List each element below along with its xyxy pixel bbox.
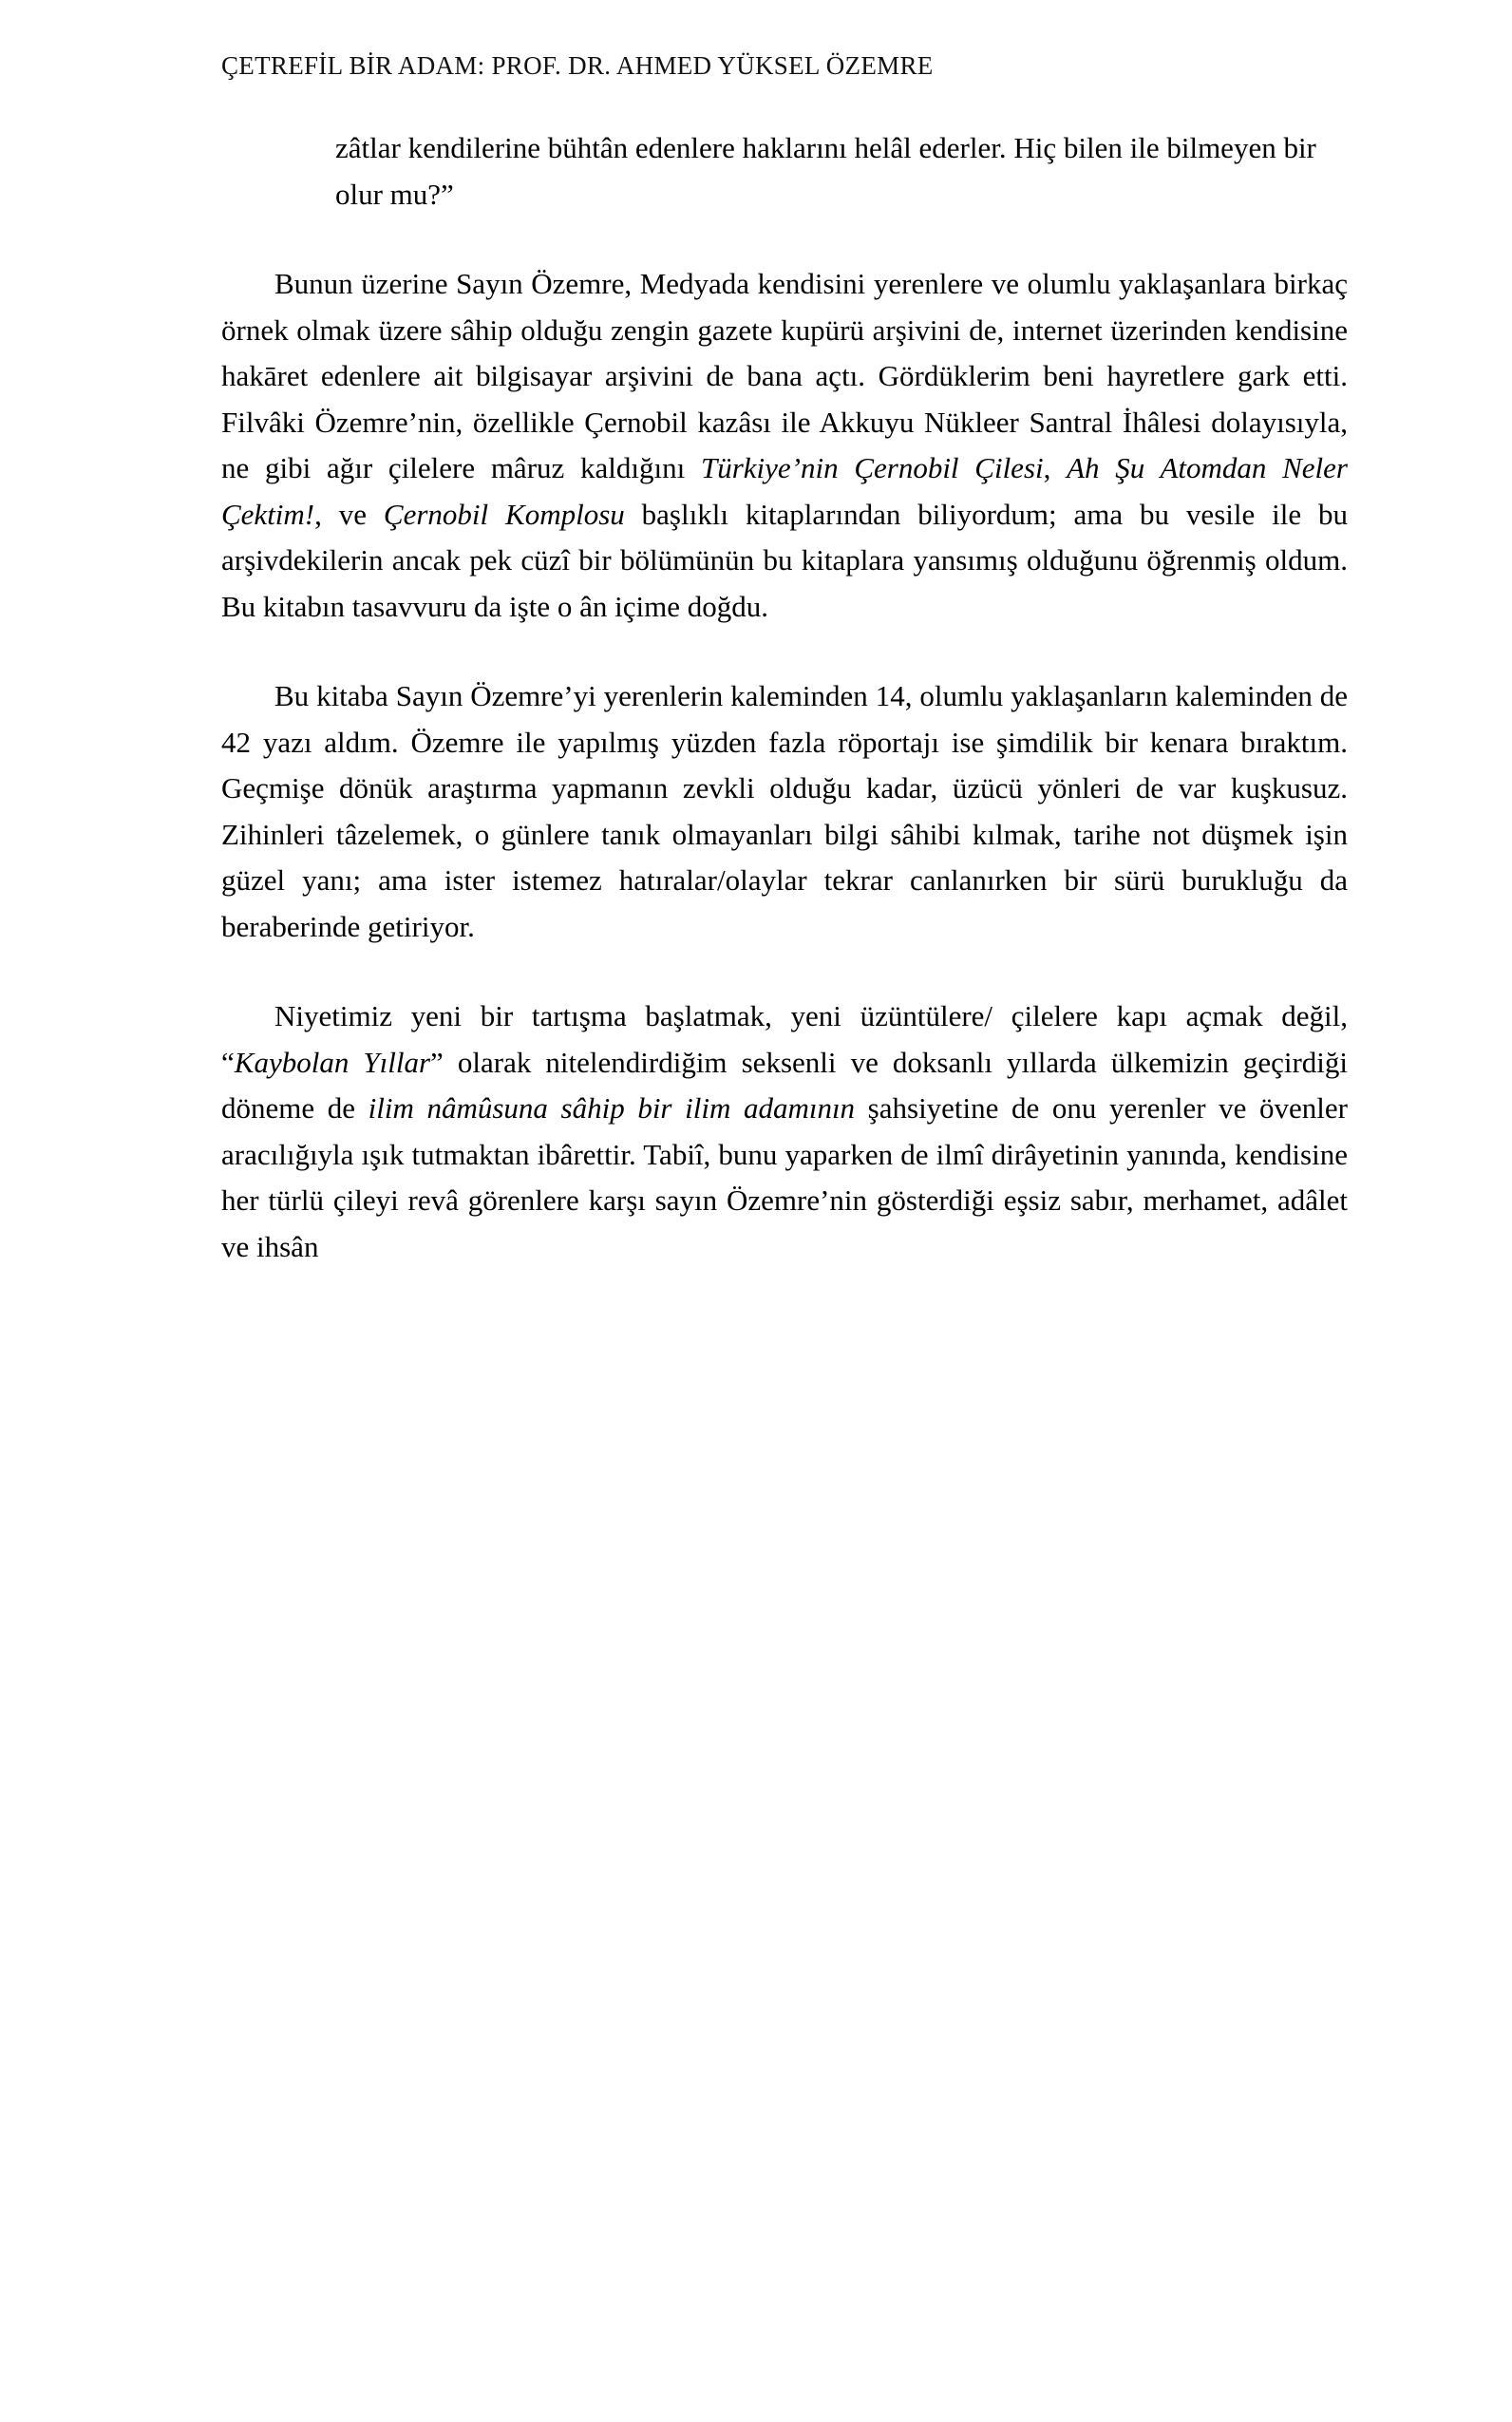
- paragraph-4-part-1: Niyetimiz yeni bir tartışma başlatmak, yeni üzüntülere/ çilelere kapı açmak değil, “: [221, 999, 1348, 1079]
- book-title-turkiyenin-cernobil-cilesi: Türkiye’nin Çernobil Çilesi: [700, 451, 1044, 484]
- paragraph-4-part-2: ” olarak nitelendirdiğim seksenli ve doksanlı yıllarda ülkemizin geçirdiği döneme de: [221, 1045, 1348, 1125]
- paragraph-2-separator-2: , ve: [314, 497, 384, 531]
- paragraph-2-separator-1: ,: [1043, 451, 1068, 484]
- phrase-kaybolan-yillar: Kaybolan Yıllar: [234, 1045, 431, 1079]
- body-text-column: [221, 125, 1348, 1270]
- phrase-ilim-namusuna-sahip: ilim nâmûsuna sâhip bir ilim adamının: [368, 1091, 856, 1125]
- book-title-cernobil-komplosu: Çernobil Komplosu: [383, 497, 625, 531]
- quote-continuation-paragraph: zâtlar kendilerine bühtân edenlere haklarını helâl ederler. Hiç bilen ile bilmeyen bir olur mu?”: [335, 131, 1316, 211]
- running-header: [221, 49, 1351, 82]
- paragraph-3: Bu kitaba Sayın Özemre’yi yerenlerin kaleminden 14, olumlu yaklaşanların kaleminden de 42 yazı aldım. Özemre ile yapılmış yüzden fazla röportajı ise şimdilik bir kenara bıraktım. Geçmişe dönük araştırma yapmanın zevkli olduğu kadar, üzücü yönleri de var kuşkusuz. Zihinleri tâzelemek, o günlere tanık olmayanları bilgi sâhibi kılmak, tarihe not düşmek işin güzel yanı; ama ister istemez hatıralar/olaylar tekrar canlanırken bir sürü burukluğu da beraberinde getiriyor.: [221, 679, 1348, 943]
- book-title-ah-su-atomdan-neler-cektim: Ah Şu Atomdan Neler Çektim!: [221, 451, 1348, 531]
- paragraph-2-part-1: Bunun üzerine Sayın Özemre, Medyada kendisini yerenlere ve olumlu yaklaşanlara birkaç örnek olmak üzere sâhip olduğu zengin gazete kupürü arşivini de, internet üzerinden kendisine hakāret edenlere ait bilgisayar arşivini de bana açtı. Gördüklerim beni hayretlere gark etti. Filvâki Özemre’nin, özellikle Çernobil kazâsı ile Akkuyu Nükleer Santral İhâlesi dolayısıyla, ne gibi ağır çilelere mâruz kaldığını: [221, 267, 1348, 484]
- paragraph-2-part-2: başlıklı kitaplarından biliyordum; ama bu vesile ile bu arşivdekilerin ancak pek cüzî bir bölümünün bu kitaplara yansımış olduğunu öğrenmiş oldum. Bu kitabın tasavvuru da işte o ân içime doğdu.: [221, 497, 1348, 623]
- paragraph-2: [221, 261, 1348, 630]
- running-header-text: ÇETREFİL BİR ADAM: PROF. DR. AHMED YÜKSEL ÖZEMRE: [221, 51, 934, 80]
- paragraph-4: [221, 993, 1348, 1270]
- paragraph-4-part-3: şahsiyetine de onu yerenler ve övenler aracılığıyla ışık tutmaktan ibârettir. Tabiî, bunu yaparken de ilmî dirâyetinin yanında, kendisine her türlü çileyi revâ görenlere karşı sayın Özemre’nin gösterdiği eşsiz sabır, merhamet, adâlet ve ihsân: [221, 1091, 1348, 1263]
